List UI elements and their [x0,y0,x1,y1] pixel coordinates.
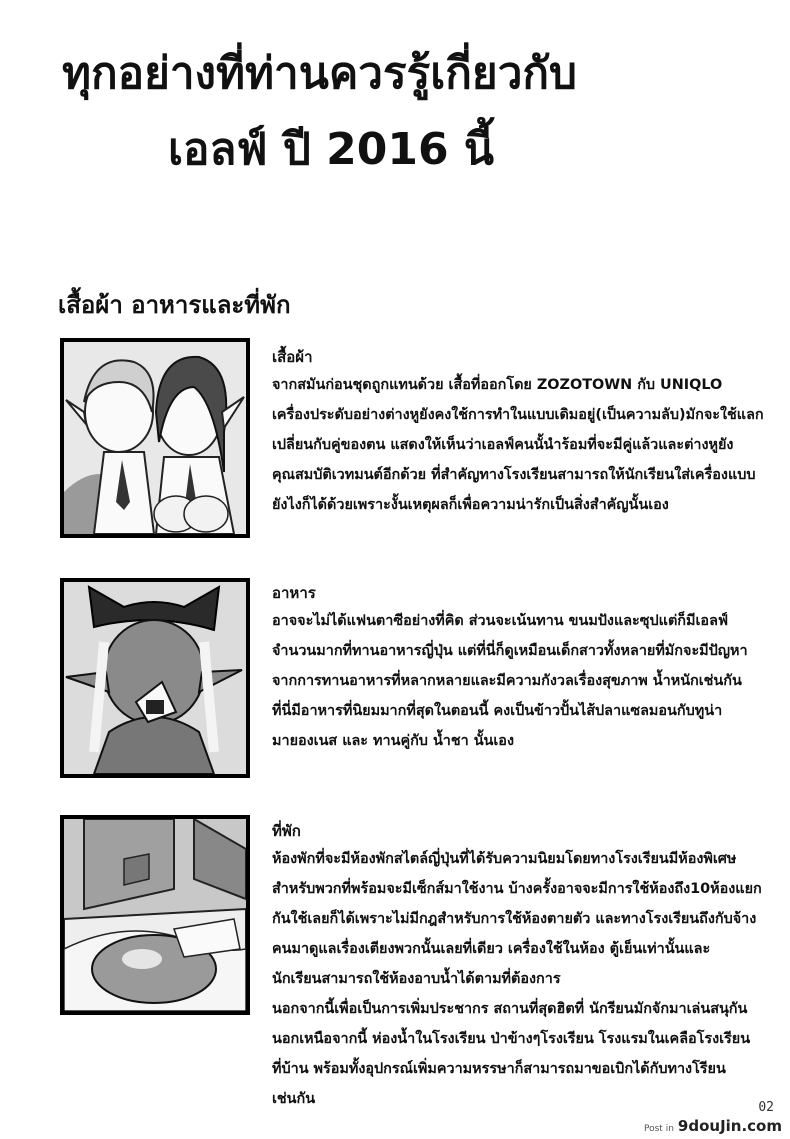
section-title-accommodation: ที่พัก [272,822,301,840]
section-heading: เสื้อผ้า อาหารและที่พัก [58,291,291,319]
page-number: 02 [758,1100,774,1115]
paragraph-line: คุณสมบัติเวทมนต์อีกด้วย ที่สำคัญทางโรงเรียนสามารถให้นักเรียนใส่เครื่องแบบ [272,467,756,483]
paragraph-line: เครื่องประดับอย่างต่างหูยังคงใช้การทำในแบบเดิมอยู่(เป็นความลับ)มักจะใช้แลก [272,407,764,423]
paragraph-line: นอกเหนือจากนี้ ห่องน้ำในโรงเรียน ป่าข้างๆโรงเรียน โรงแรมในเคลือโรงเรียน [272,1031,751,1047]
paragraph-line: มายองเนส และ ทานคู่กับ น้ำชา นั้นเอง [272,733,514,749]
watermark-prefix: Post in [644,1124,674,1134]
illustration-clothing [60,338,250,538]
paragraph-line: จากการทานอาหารที่หลากหลายและมีความกังวลเรื่องสุขภาพ น้ำหนักเช่นกัน [272,673,742,689]
section-title-clothing: เสื้อผ้า [272,348,313,366]
paragraph-line: สำหรับพวกที่พร้อมจะมีเซ็กส์มาใช้งาน บ้างครั้งอาจจะมีการใช้ห้องถึง10ห้องแยก [272,881,762,897]
page-title-line-1: ทุกอย่างที่ท่านควรรู้เกี่ยวกับ [62,48,577,99]
paragraph-line: นอกจากนี้เพื่อเป็นการเพิ่มประชากร สถานที่สุดฮิตที่ นักรียนมักจักมาเล่นสนุกัน [272,1001,748,1017]
page-title-line-2: เอลฟ์ ปี 2016 นี้ [168,124,495,175]
paragraph-line: ห้องพักที่จะมีห้องพักสไตล์ญี่ปุ่นที่ได้รับความนิยมโดยทางโรงเรียนมีห้องพิเศษ [272,851,737,867]
section-accommodation [272,818,784,1114]
paragraph-line: จากสมันก่อนชุดถูกแทนด้วย เสื้อที่ออกโดย ZOZOTOWN กับ UNIQLO [272,377,723,393]
paragraph-line: กันใช้เลยก็ได้เพราะไม่มีกฎสำหรับการใช้ห้องตายตัว และทางโรงเรียนถึงกับจ้าง [272,911,757,927]
section-title-food: อาหาร [272,584,316,602]
paragraph-line: นักเรียนสามารถใช้ห้องอาบน้ำได้ตามที่ต้องการ [272,971,561,987]
illustration-accommodation [60,815,250,1015]
watermark-site: 9douJin.com [677,1117,782,1135]
paragraph-line: เปลี่ยนกับคู่ของตน แสดงให้เห็นว่าเอลฟ์คนนั้นำร้อมที่จะมีคู่แล้วและต่างหูยัง [272,437,734,453]
paragraph-line: ยังไงก็ได้ด้วยเพราะงั้นเหตุผลก็เพื่อความน่ารักเป็นสิ่งสำคัญนั้นเอง [272,497,669,513]
paragraph-line: จำนวนมากที่ทานอาหารญี่ปุ่น แต่ที่นี่ก็ดูเหมือนเด็กสาวทั้งหลายที่มักจะมีปัญหา [272,643,748,659]
paragraph-line: ที่บ้าน พร้อมทั้งอุปกรณ์เพิ่มความหรรษาก็สามารถมาขอเบิกได้กับทางโรียน [272,1061,726,1077]
site-watermark[interactable] [644,1117,782,1135]
section-clothing [272,344,784,520]
paragraph-line: ที่นี่มีอาหารที่นิยมมากที่สุดในตอนนี้ คงเป็นข้าวปั้นไส้ปลาแซลมอนกับทูน่า [272,703,723,719]
paragraph-line: คนมาดูแลเรื่องเตียงพวกนั้นเลยที่เดียว เครื่องใช้ในห้อง ตู้เย็นเท่านั้นและ [272,941,711,957]
section-food [272,580,784,756]
paragraph-line: อาจจะไม่ได้แฟนตาซีอย่างที่คิด ส่วนจะเน้นทาน ขนมปังและซุปแต่ก็มีเอลฟ์ [272,613,729,629]
paragraph-line: เช่นกัน [272,1091,316,1107]
illustration-food [60,578,250,778]
